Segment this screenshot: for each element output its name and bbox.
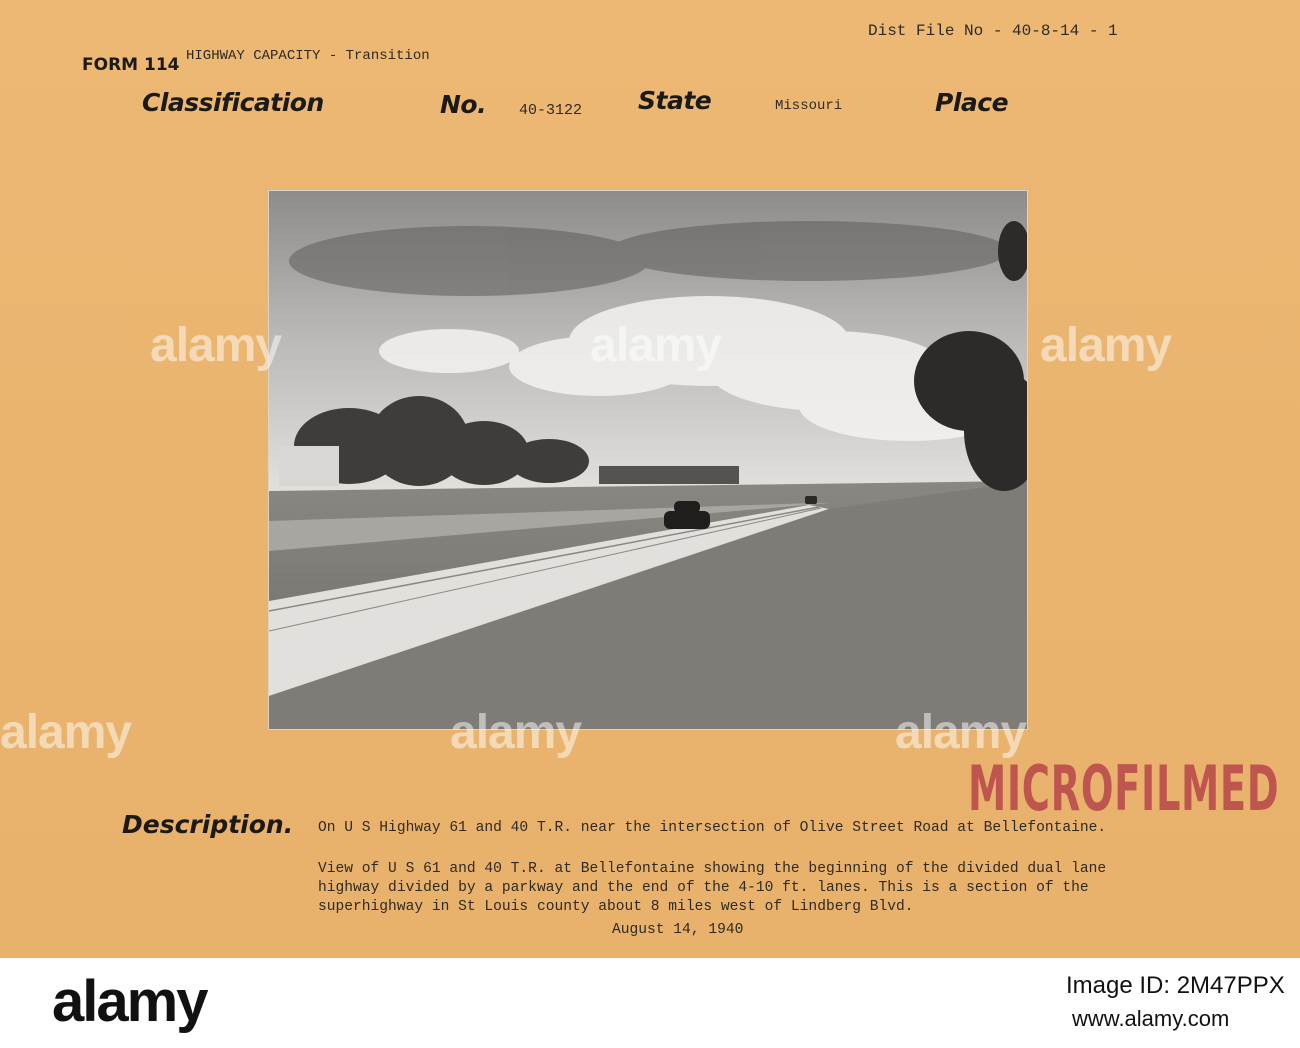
classification-label: Classification (142, 88, 324, 117)
description-caption: On U S Highway 61 and 40 T.R. near the intersection of Olive Street Road at Bellefontaine. (318, 820, 1107, 836)
highway-photograph (268, 190, 1028, 730)
description-line: superhighway in St Louis county about 8 miles west of Lindberg Blvd. (318, 899, 914, 915)
dist-file-number: Dist File No - 40-8-14 - 1 (868, 22, 1118, 40)
watermark: alamy (1040, 319, 1172, 372)
description-label: Description. (122, 810, 294, 839)
form-type: HIGHWAY CAPACITY - Transition (186, 48, 430, 64)
watermark: alamy (895, 706, 1027, 759)
description-line: highway divided by a parkway and the end of the 4-10 ft. lanes. This is a section of the (318, 880, 1089, 896)
state-label: State (638, 86, 712, 115)
alamy-logo: alamy (52, 969, 207, 1034)
number-value: 40-3122 (519, 102, 583, 119)
description-line: View of U S 61 and 40 T.R. at Bellefontaine showing the beginning of the divided dual lane (318, 861, 1107, 877)
watermark: alamy (0, 706, 132, 759)
description-paragraph (318, 860, 1178, 917)
image-id: Image ID: 2M47PPX (1066, 972, 1285, 999)
watermark: alamy (450, 706, 582, 759)
state-value: Missouri (775, 98, 843, 114)
microfilmed-stamp: MICROFILMED (968, 752, 1280, 825)
site-url[interactable]: www.alamy.com (1072, 1006, 1230, 1031)
watermark: alamy (590, 319, 722, 372)
number-label: No. (440, 90, 487, 119)
watermark: alamy (150, 319, 282, 372)
highway-photo-illustration (269, 191, 1028, 730)
form-number: FORM 114 (82, 55, 180, 75)
place-label: Place (935, 88, 1009, 117)
description-date: August 14, 1940 (612, 922, 744, 938)
